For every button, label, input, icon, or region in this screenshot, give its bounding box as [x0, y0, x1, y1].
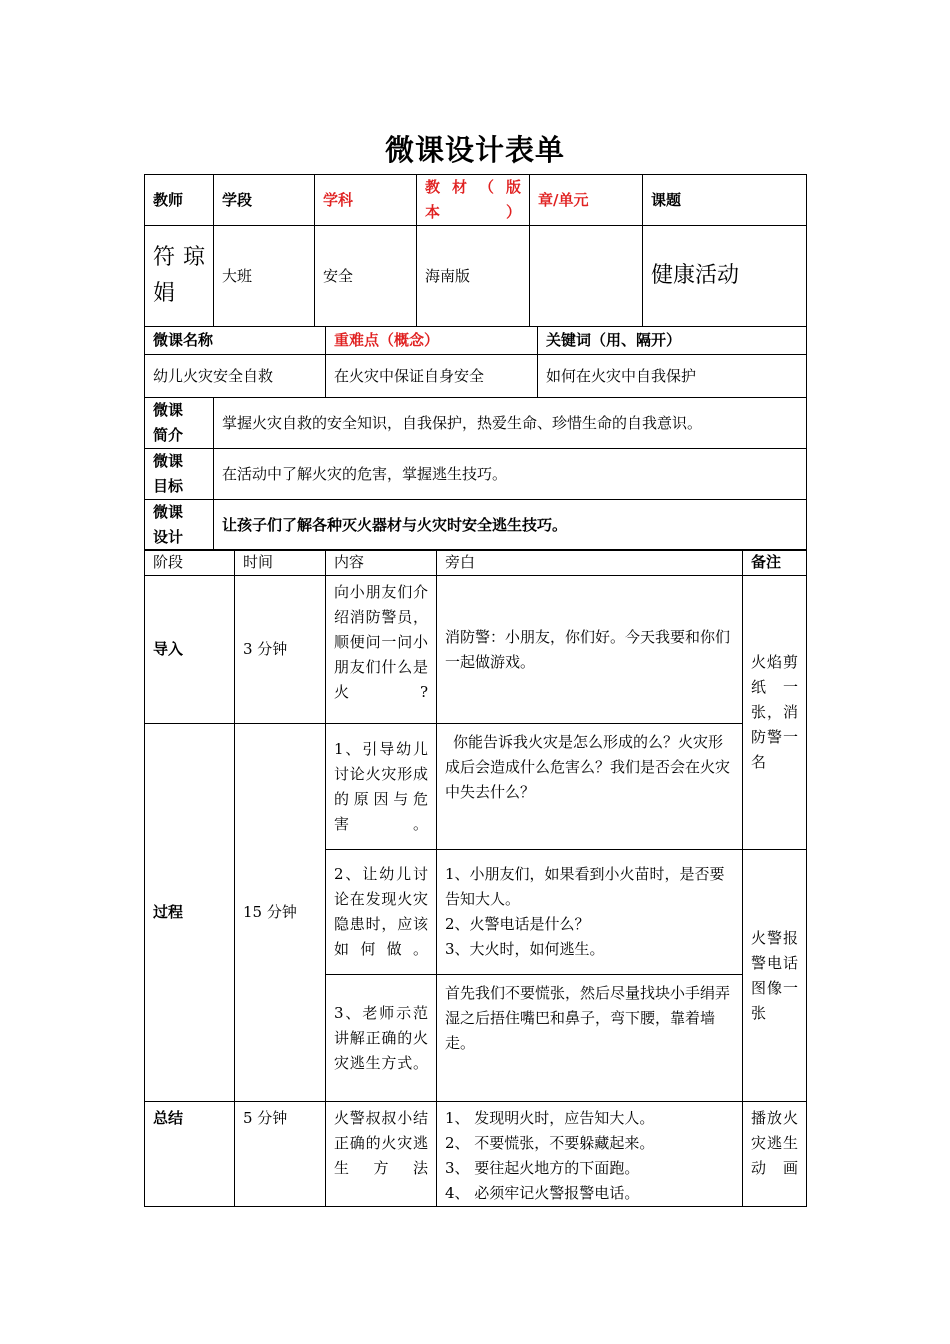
- info-subject: 安全: [315, 226, 417, 327]
- process-header-content: 内容: [326, 550, 437, 576]
- process-header-stage: 阶段: [145, 550, 235, 576]
- info-topic: 健康活动: [643, 226, 807, 327]
- header-stage: 学段: [214, 175, 315, 226]
- intro-stage: 导入: [145, 576, 235, 724]
- meta-header-key-points: 重难点（概念）: [326, 327, 538, 355]
- header-topic: 课题: [643, 175, 807, 226]
- process-header-note: 备注: [743, 550, 807, 576]
- info-stage: 大班: [214, 226, 315, 327]
- page-title: 微课设计表单: [384, 133, 565, 167]
- meta-keywords: 如何在火灾中自我保护: [538, 355, 807, 398]
- process-header-time: 时间: [235, 550, 326, 576]
- meta-table: [144, 326, 807, 398]
- note-2: 火警报警电话图像一张: [743, 850, 807, 1102]
- meta-header-keywords: 关键词（用、隔开）: [538, 327, 807, 355]
- process-table: [144, 549, 807, 1207]
- info-textbook: 海南版: [417, 226, 530, 327]
- design-text: 让孩子们了解各种灭火器材与火灾时安全逃生技巧。: [214, 500, 807, 551]
- design-label: 微课设计: [145, 500, 214, 551]
- intro-narration: 消防警：小朋友，你们好。今天我要和你们一起做游戏。: [437, 576, 743, 724]
- goal-label: 微课目标: [145, 449, 214, 500]
- intro-time: 3 分钟: [235, 576, 326, 724]
- main-stage: 过程: [145, 724, 235, 1102]
- goal-text: 在活动中了解火灾的危害，掌握逃生技巧。: [214, 449, 807, 500]
- main-content-1: 1、引导幼儿讨论火灾形成的原因与危害。: [326, 724, 437, 850]
- main-narration-2: 1、小朋友们，如果看到小火苗时，是否要告知大人。 2、火警电话是什么？ 3、大火时，如何逃生。: [437, 850, 743, 975]
- info-chapter: [530, 226, 643, 327]
- meta-key-points: 在火灾中保证自身安全: [326, 355, 538, 398]
- description-table: [144, 397, 807, 551]
- note-1: 火焰剪纸一张，消防警一名: [743, 576, 807, 850]
- main-narration-3: 首先我们不要慌张，然后尽量找块小手绢弄湿之后捂住嘴巴和鼻子，弯下腰，靠着墙走。: [437, 975, 743, 1102]
- main-content-3: 3、老师示范讲解正确的火灾逃生方式。: [326, 975, 437, 1102]
- main-narration-1: 你能告诉我火灾是怎么形成的么？火灾形成后会造成什么危害么？我们是否会在火灾中失去什么？: [437, 724, 743, 850]
- info-table: [144, 174, 807, 327]
- intro-label: 微课简介: [145, 398, 214, 449]
- header-textbook: 教 材 （ 版 本）: [417, 175, 530, 226]
- header-chapter: 章/单元: [530, 175, 643, 226]
- meta-name: 幼儿火灾安全自救: [145, 355, 326, 398]
- summary-narration: 1、 发现明火时，应告知大人。 2、 不要慌张，不要躲藏起来。 3、 要往起火地方的下面跑。 4、 必须牢记火警报警电话。: [437, 1102, 743, 1207]
- main-content-2: 2、让幼儿讨论在发现火灾隐患时，应该如何做。: [326, 850, 437, 975]
- main-time: 15 分钟: [235, 724, 326, 1102]
- summary-time: 5 分钟: [235, 1102, 326, 1207]
- summary-stage: 总结: [145, 1102, 235, 1207]
- intro-text: 掌握火灾自救的安全知识，自我保护，热爱生命、珍惜生命的自我意识。: [214, 398, 807, 449]
- process-header-narration: 旁白: [437, 550, 743, 576]
- header-subject: 学科: [315, 175, 417, 226]
- meta-header-name: 微课名称: [145, 327, 326, 355]
- note-3: 播放火灾逃生动画: [743, 1102, 807, 1207]
- intro-content: 向小朋友们介绍消防警员，顺便问一问小朋友们什么是火?: [326, 576, 437, 724]
- header-teacher: 教师: [145, 175, 214, 226]
- summary-content: 火警叔叔小结正确的火灾逃生方法: [326, 1102, 437, 1207]
- info-teacher: 符琼娟: [145, 226, 214, 327]
